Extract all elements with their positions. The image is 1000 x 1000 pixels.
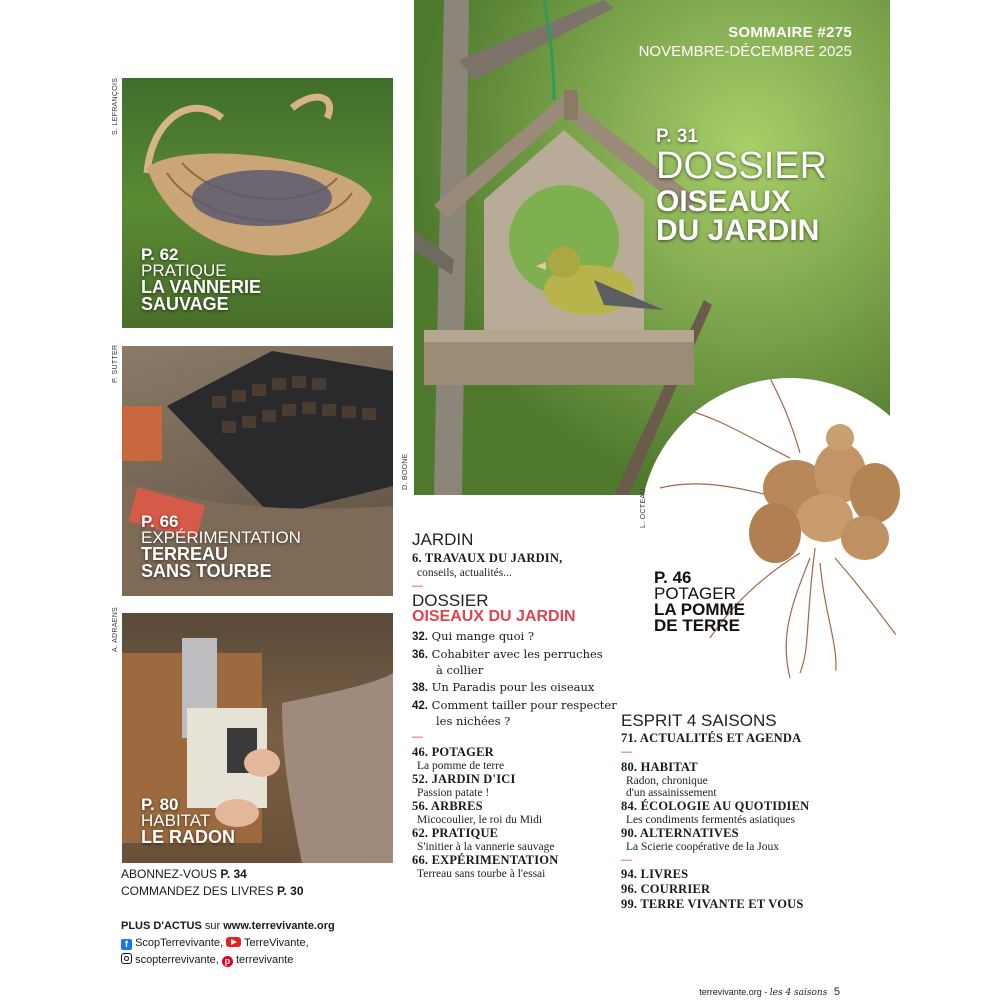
actus-heading: PLUS D'ACTUS bbox=[121, 920, 202, 932]
dossier-title: OISEAUX DU JARDIN bbox=[412, 608, 576, 625]
toc-item-arbres[interactable]: 56. ARBRES bbox=[412, 799, 483, 814]
actus-block bbox=[121, 918, 335, 969]
issue-header bbox=[639, 24, 852, 60]
caption-title-line1: LE RADON bbox=[141, 827, 235, 848]
toc-item-sub: La pomme de terre bbox=[417, 760, 505, 773]
toc-middle-column bbox=[412, 530, 622, 880]
page-footer: terrevivante.org - les 4 saisons 5 bbox=[699, 986, 840, 998]
toc-item-terre-vivante[interactable]: 99. TERRE VIVANTE ET VOUS bbox=[621, 897, 804, 912]
toc-item-sub: conseils, actualités... bbox=[417, 567, 512, 579]
toc-item-sub: Radon, chronique bbox=[626, 775, 708, 788]
potato-section: POTAGER bbox=[654, 584, 736, 604]
toc-item-sub: Terreau sans tourbe à l'essai bbox=[417, 868, 546, 881]
divider-dash: — bbox=[412, 731, 423, 744]
potato-caption bbox=[654, 570, 745, 635]
toc-item-livres[interactable]: 94. LIVRES bbox=[621, 867, 689, 882]
toc-item-travaux[interactable]: 6. TRAVAUX DU JARDIN, bbox=[412, 551, 563, 565]
subscribe-block bbox=[121, 866, 304, 900]
caption-page-ref: P. 62 bbox=[141, 245, 179, 264]
caption-radon bbox=[141, 797, 235, 846]
caption-section: PRATIQUE bbox=[141, 261, 227, 281]
caption-title-line2: SANS TOURBE bbox=[141, 561, 272, 582]
social-line-2 bbox=[121, 952, 335, 969]
caption-vannerie bbox=[141, 247, 261, 313]
youtube-icon[interactable] bbox=[226, 937, 241, 947]
divider-dash: — bbox=[412, 580, 423, 592]
divider-dash: — bbox=[621, 854, 632, 867]
sommaire-label: SOMMAIRE #275 bbox=[728, 24, 852, 41]
potato-page-ref: P. 46 bbox=[654, 568, 692, 587]
photo-credit: S. LEFRANÇOIS bbox=[112, 77, 119, 135]
photo-credit: P. SUTTER bbox=[112, 344, 119, 383]
caption-section: EXPÉRIMENTATION bbox=[141, 528, 301, 548]
toc-item-potager[interactable]: 46. POTAGER bbox=[412, 745, 494, 760]
caption-terreau bbox=[141, 514, 301, 580]
pinterest-handle[interactable]: terrevivante bbox=[235, 954, 294, 967]
hero-title-line1: OISEAUX bbox=[656, 185, 792, 219]
order-books-link[interactable]: COMMANDEZ DES LIVRES P. 30 bbox=[121, 883, 304, 898]
facebook-handle[interactable]: ScopTerrevivante, bbox=[135, 937, 224, 950]
photo-credit: D. BOONE bbox=[402, 453, 409, 490]
toc-item[interactable]: 38. Un Paradis pour les oiseaux bbox=[412, 679, 595, 694]
youtube-handle[interactable]: TerreVivante, bbox=[244, 937, 309, 950]
subscribe-link[interactable]: ABONNEZ-VOUS P. 34 bbox=[121, 867, 247, 881]
footer-site: terrevivante.org bbox=[699, 987, 762, 997]
caption-title-line1: LA VANNERIE bbox=[141, 277, 262, 298]
caption-page-ref: P. 66 bbox=[141, 512, 179, 531]
toc-item[interactable]: 32. Qui mange quoi ? bbox=[412, 628, 535, 643]
toc-item-courrier[interactable]: 96. COURRIER bbox=[621, 882, 711, 897]
toc-item[interactable]: 36. Cohabiter avec les perruches à collier bbox=[412, 647, 603, 677]
page-number: 5 bbox=[833, 986, 840, 998]
pinterest-icon[interactable]: p bbox=[222, 956, 233, 967]
toc-item-sub: Les condiments fermentés asiatiques bbox=[626, 814, 795, 827]
potato-title-line1: LA POMME bbox=[654, 600, 745, 620]
instagram-icon[interactable] bbox=[121, 953, 132, 964]
toc-item[interactable]: 42. Comment tailler pour respecter les nichées ? bbox=[412, 698, 617, 728]
section-heading-dossier: DOSSIER bbox=[412, 591, 489, 610]
footer-brand: les 4 saisons bbox=[769, 988, 828, 998]
toc-item-sub: La Scierie coopérative de la Joux bbox=[626, 841, 779, 854]
potato-title-line2: DE TERRE bbox=[654, 616, 740, 636]
dossier-items bbox=[412, 629, 622, 728]
caption-section: HABITAT bbox=[141, 811, 211, 831]
divider-dash: — bbox=[621, 746, 632, 758]
caption-page-ref: P. 80 bbox=[141, 795, 179, 814]
toc-item-sub: S'initier à la vannerie sauvage bbox=[417, 841, 555, 854]
photo-credit: L. OCTEAU bbox=[640, 488, 647, 528]
toc-item-actualites[interactable]: 71. ACTUALITÉS ET AGENDA bbox=[621, 731, 802, 745]
photo-credit: A. ADRAENS bbox=[112, 606, 119, 652]
facebook-icon[interactable]: f bbox=[121, 939, 132, 950]
website-link[interactable]: www.terrevivante.org bbox=[223, 920, 335, 932]
section-heading-jardin: JARDIN bbox=[412, 530, 474, 549]
toc-item-alternatives[interactable]: 90. ALTERNATIVES bbox=[621, 826, 739, 841]
issue-date: NOVEMBRE-DÉCEMBRE 2025 bbox=[638, 43, 852, 60]
toc-item-experimentation[interactable]: 66. EXPÉRIMENTATION bbox=[412, 853, 559, 868]
rubriques-list bbox=[412, 745, 622, 880]
instagram-handle[interactable]: scopterrevivante, bbox=[135, 954, 219, 967]
toc-item-sub: Micocoulier, le roi du Midi bbox=[417, 814, 543, 827]
caption-title-line1: TERREAU bbox=[141, 544, 229, 565]
toc-item-sub: d'un assainissement bbox=[626, 787, 717, 800]
toc-item-jardin-dici[interactable]: 52. JARDIN D'ICI bbox=[412, 772, 516, 787]
toc-item-pratique[interactable]: 62. PRATIQUE bbox=[412, 826, 499, 841]
toc-item-sub: Passion patate ! bbox=[417, 787, 490, 800]
caption-title-line2: SAUVAGE bbox=[141, 294, 229, 315]
toc-item-habitat[interactable]: 80. HABITAT bbox=[621, 760, 698, 775]
hero-section: DOSSIER bbox=[656, 145, 828, 188]
toc-item-ecologie[interactable]: 84. ÉCOLOGIE AU QUOTIDIEN bbox=[621, 799, 810, 814]
section-heading-esprit: ESPRIT 4 SAISONS bbox=[621, 711, 777, 730]
hero-title-line2: DU JARDIN bbox=[656, 213, 820, 247]
actus-line: PLUS D'ACTUS sur www.terrevivante.org bbox=[121, 920, 335, 932]
hero-caption bbox=[656, 128, 827, 245]
toc-right-column bbox=[621, 711, 861, 912]
hero-page-ref: P. 31 bbox=[656, 126, 698, 147]
social-line-1 bbox=[121, 935, 335, 952]
